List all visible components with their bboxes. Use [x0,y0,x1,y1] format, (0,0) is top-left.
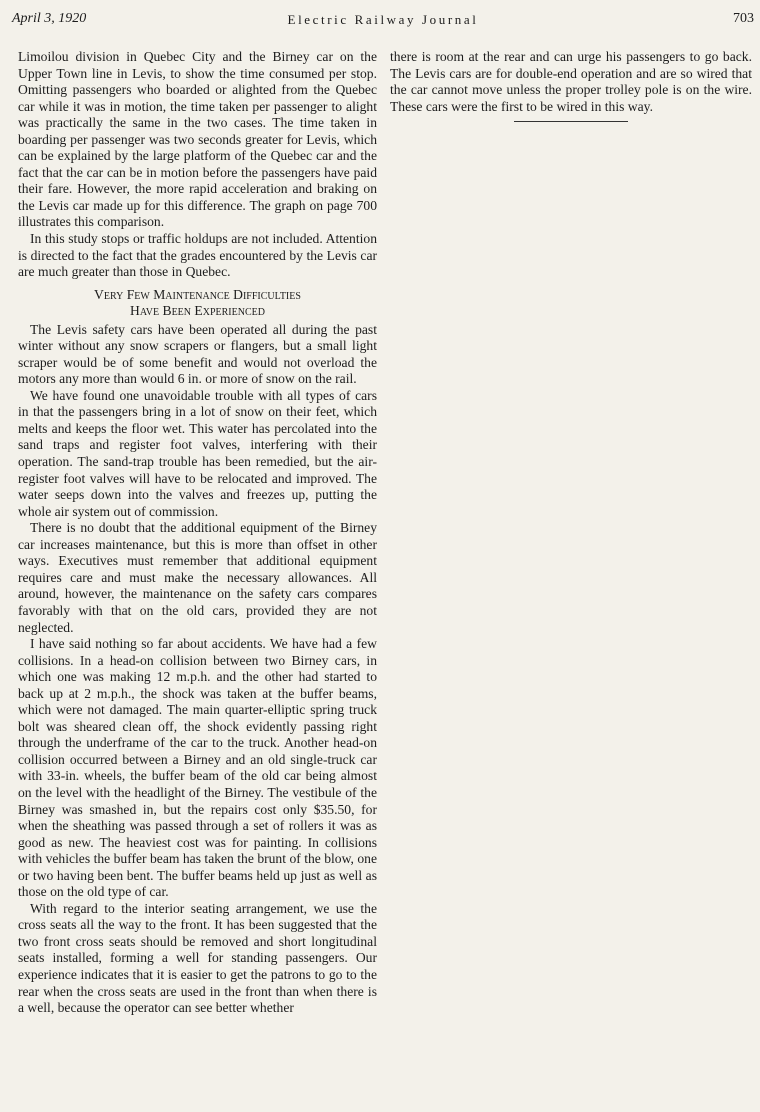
paragraph: We have found one unavoidable trouble with all types of cars in that the passengers bring in a lot of snow on their feet, which melts and keeps the floor wet. This water has percolated into the sand traps and register foot valves, interfering with their operation. The sand-trap trouble has been remedied, but the air-register foot valves will have to be relocated and improved. The water seeps down into the valves and freezes up, putting the whole air system out of commission. [18,387,377,519]
paragraph: In this study stops or traffic holdups are not included. Attention is directed to the fact that the grades encountered by the Levis car are much greater than those in Quebec. [18,231,377,280]
page-header [12,11,754,35]
paragraph: The Levis safety cars have been operated all during the past winter without any snow scrapers or flangers, but a small light scraper would be of some benefit and would not overload the motors any more than would 6 in. or more of snow on the rail. [18,321,377,387]
paragraph: I have said nothing so far about accidents. We have had a few collisions. In a head-on collision between two Birney cars, in which one was making 12 m.p.h. and the other had started to back up at 2 m.p.h., the shock was taken at the buffer beams, which were not damaged. The main quarter-elliptic spring truck bolt was sheared clean off, the shock evidently passing right through the underframe of the car to the truck. Another head-on collision occurred between a Birney and an old single-truck car with 33-in. wheels, the buffer beam of the old car being almost on the level with the headlight of the Birney. The vestibule of the Birney was smashed in, but the repairs cost only $35.50, for when the sheathing was passed through a set of rollers it was as good as new. The heaviest cost was for painting. In collisions with vehicles the buffer beam has taken the brunt of the blow, one or two having been bent. The buffer beams held up just as well as those on the old type of car. [18,636,377,900]
header-page-number: 703 [733,11,754,26]
section-heading-line2: Have Been Experienced [130,302,265,318]
paragraph: With regard to the interior seating arrangement, we use the cross seats all the way to the front. It has been suggested that the two front cross seats should be removed and short longitudinal seats installed, forming a well for standing passengers. Our experience indicates that it is easier to get the patrons to go to the rear when the cross seats are used in the front than when there is a well, because the operator can see better whether [18,900,377,1016]
end-of-article-rule [514,121,628,122]
header-date: April 3, 1920 [12,11,87,26]
section-heading-line1: Very Few Maintenance Difficulties [94,286,301,302]
paragraph: there is room at the rear and can urge his passengers to go back. The Levis cars are for double-end operation and are so wired that the car cannot move unless the proper trolley pole is on the wire. These cars were the first to be wired in this way. [390,49,752,114]
left-column [18,49,377,1112]
right-column [390,49,752,1112]
header-journal-title: Electric Railway Journal [287,12,479,27]
section-heading [18,287,377,319]
paragraph: There is no doubt that the additional equipment of the Birney car increases maintenance, but this is more than offset in other ways. Executives must remember that additional equipment requires care and must make the necessary allowances. All around, however, the maintenance on the safety cars compares favorably with that on the old cars, provided they are not neglected. [18,520,377,635]
paragraph: Limoilou division in Quebec City and the Birney car on the Upper Town line in Levis, to show the time consumed per stop. Omitting passengers who boarded or alighted from the Quebec car while it was in motion, the time taken per passenger to alight was practically the same in the two cases. The time taken in boarding per passenger was two seconds greater for Levis, which can be explained by the large platform of the Quebec car and the fact that the car can be in motion before the passengers have paid their fare. However, the more rapid acceleration and braking on the Levis car made up for this difference. The graph on page 700 illustrates this comparison. [18,49,377,230]
